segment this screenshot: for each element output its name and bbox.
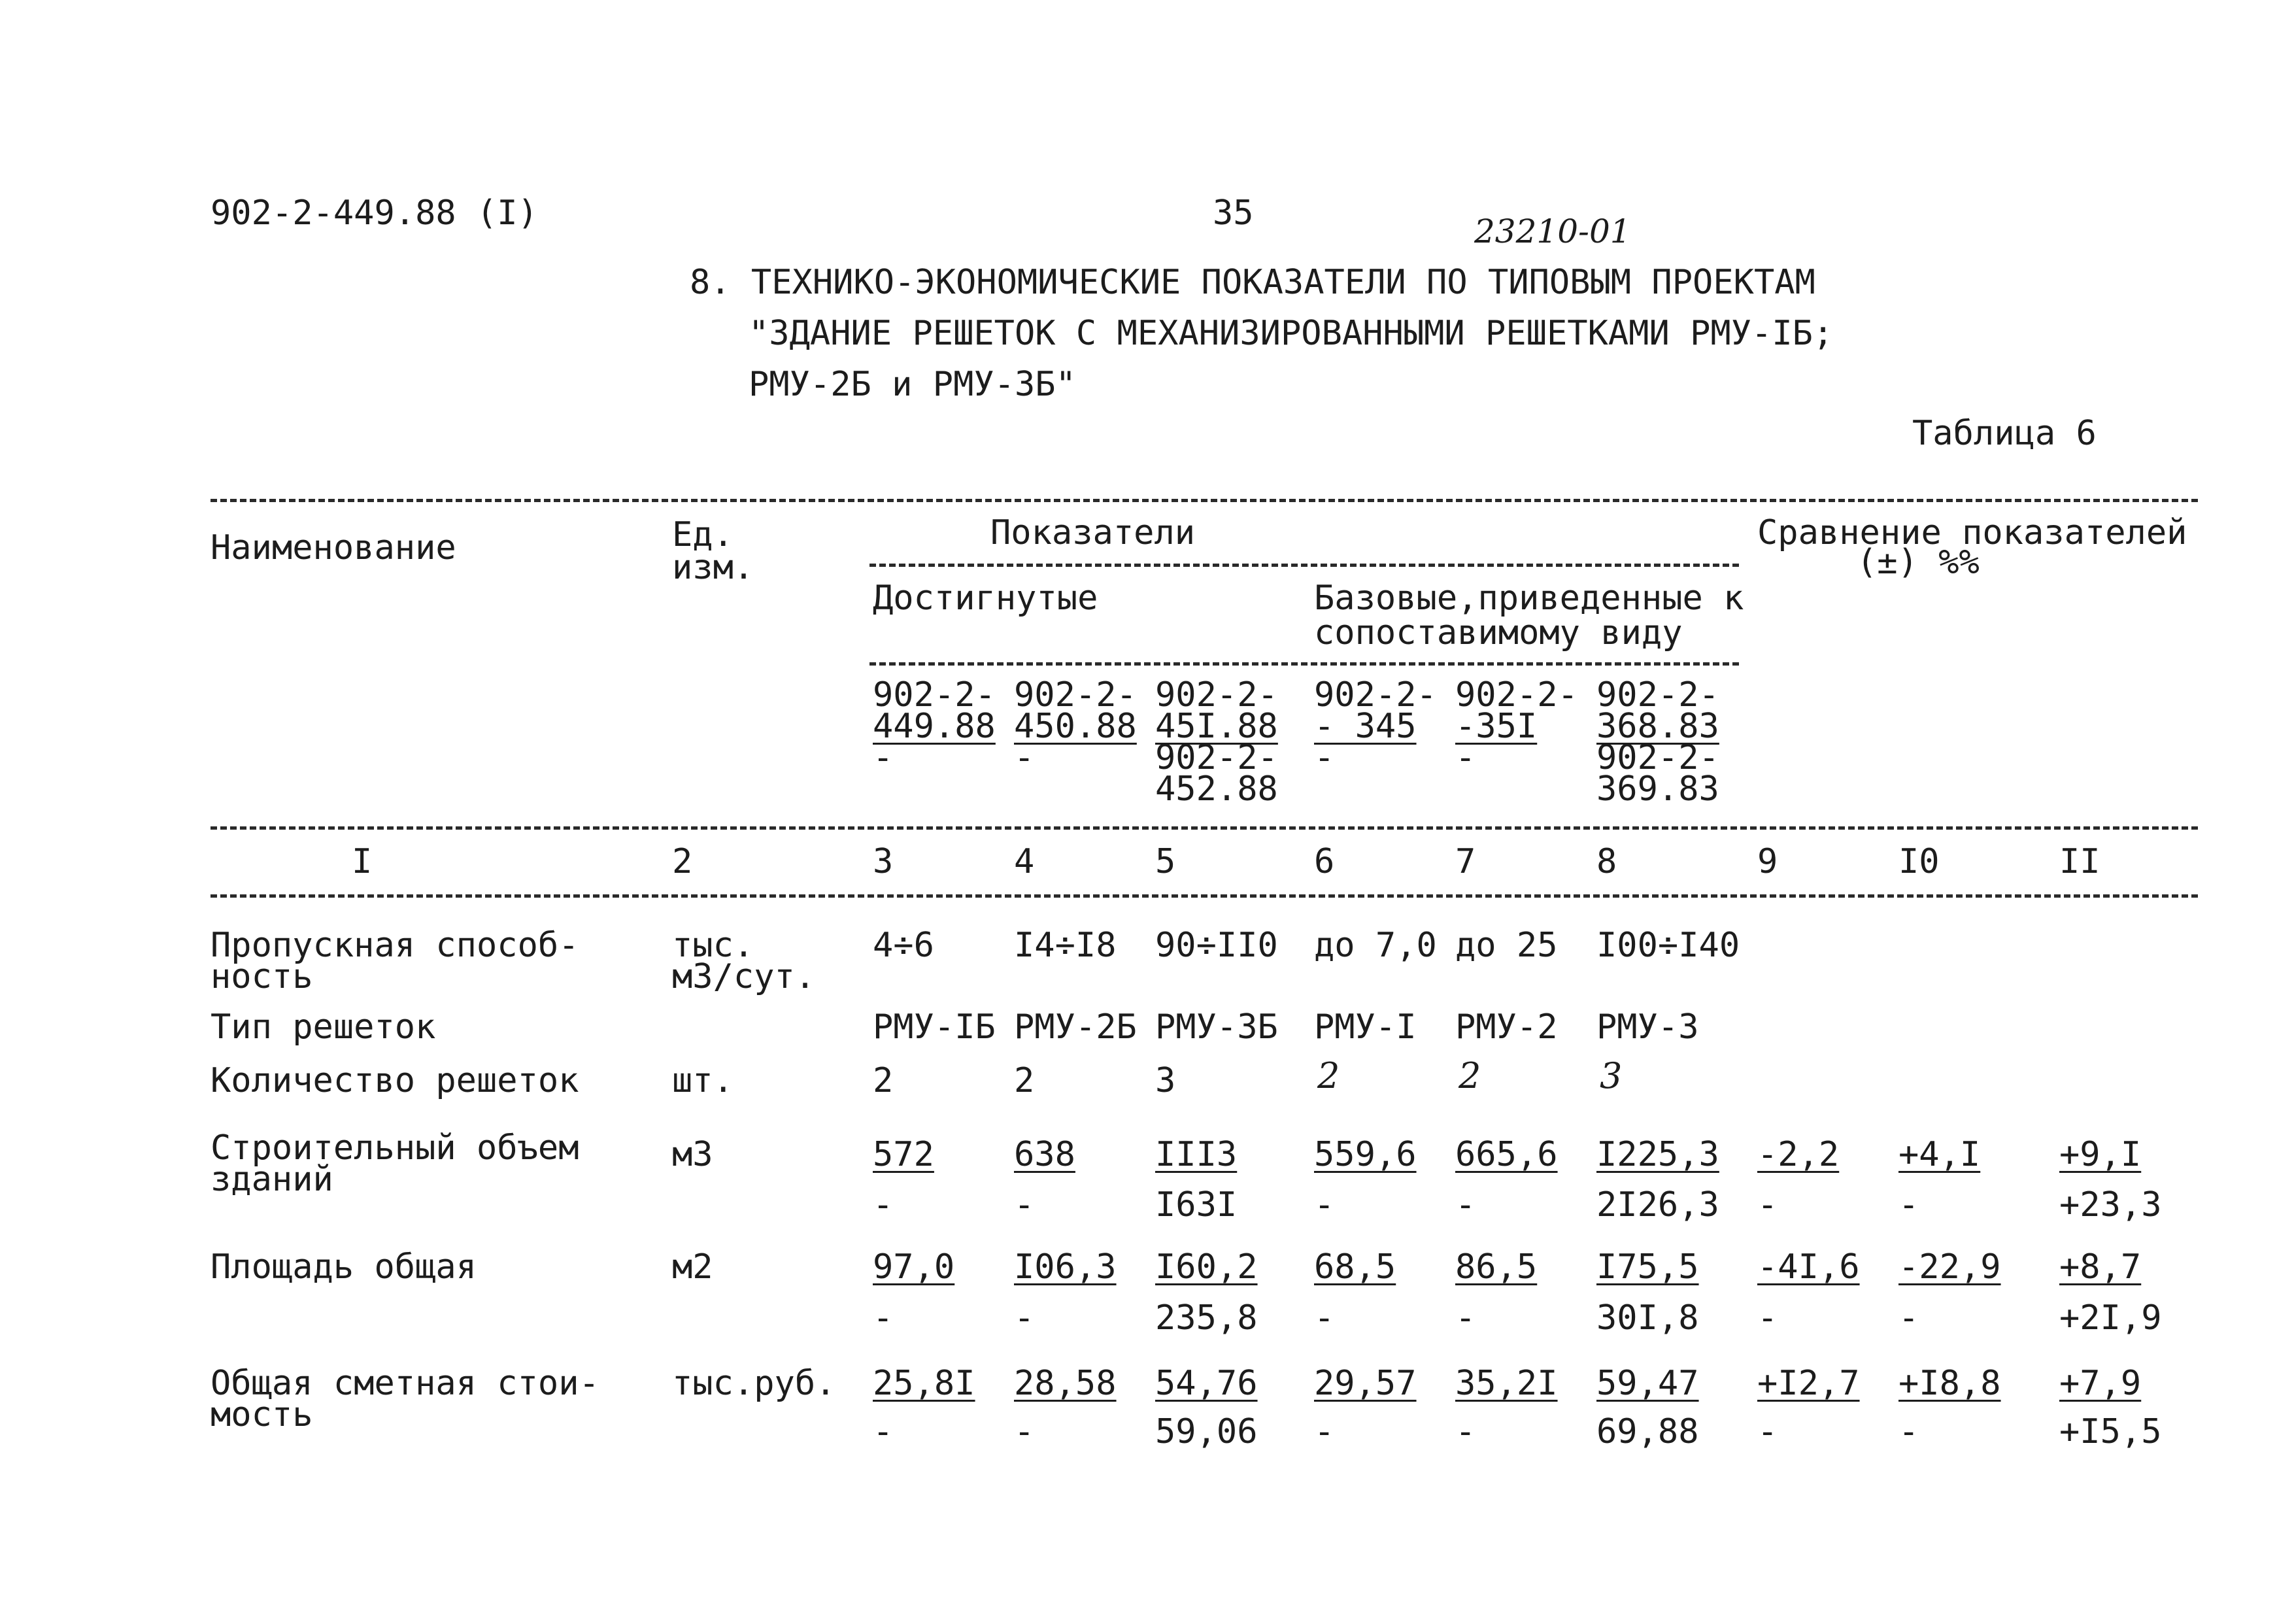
- row-cost-c8-top: 59,47: [1596, 1364, 1699, 1403]
- row-throughput-c6: до 7,0: [1314, 926, 1437, 965]
- row-area-c6-top: 68,5: [1314, 1247, 1396, 1287]
- project-code-4-l1: 902-2-: [1014, 675, 1137, 715]
- row-throughput-c4: I4÷I8: [1014, 926, 1117, 965]
- row-area-c9-top: -4I,6: [1757, 1247, 1860, 1287]
- column-header-indicators: Показатели: [990, 513, 1196, 552]
- column-number-7: 7: [1455, 842, 1476, 881]
- row-area-c8-bottom: 30I,8: [1596, 1298, 1699, 1338]
- project-code-8-l2: 368.83: [1596, 707, 1719, 746]
- row-volume-c10-bottom: -: [1898, 1185, 1919, 1225]
- column-numbers-bottom-rule: [211, 894, 2198, 898]
- row-volume-name-l1: Строительный объем: [211, 1128, 579, 1168]
- row-volume-c9-top: -2,2: [1757, 1135, 1840, 1174]
- row-area-c11-bottom: +2I,9: [2059, 1298, 2162, 1338]
- row-cost-c7-bottom: -: [1455, 1412, 1476, 1451]
- row-volume-c11-top: +9,I: [2059, 1135, 2142, 1174]
- row-volume-c4-bottom: -: [1014, 1185, 1035, 1225]
- row-throughput-c5: 90÷II0: [1155, 926, 1278, 965]
- row-volume-c3-top: 572: [873, 1135, 934, 1174]
- row-grid-count-c5: 3: [1155, 1061, 1176, 1100]
- row-volume-c5-top: III3: [1155, 1135, 1238, 1174]
- project-code-3-l3: -: [873, 738, 894, 777]
- row-grid-type-name: Тип решеток: [211, 1007, 436, 1047]
- project-code-8-l4: 369.83: [1596, 770, 1719, 809]
- column-header-base-l1: Базовые,приведенные к: [1314, 579, 1744, 618]
- project-code-6-l3: -: [1314, 738, 1335, 777]
- row-area-c5-top: I60,2: [1155, 1247, 1258, 1287]
- row-cost-c5-bottom: 59,06: [1155, 1412, 1258, 1451]
- column-header-base-l2: сопоставимому виду: [1314, 613, 1683, 652]
- project-code-8-l3: 902-2-: [1596, 738, 1719, 777]
- project-code-3-l2: 449.88: [873, 707, 996, 746]
- column-number-9: 9: [1757, 842, 1778, 881]
- row-area-c11-top: +8,7: [2059, 1247, 2142, 1287]
- row-cost-c11-top: +7,9: [2059, 1364, 2142, 1403]
- row-grid-count-unit: шт.: [672, 1061, 734, 1100]
- row-grid-type-c8: РМУ-3: [1596, 1007, 1699, 1047]
- row-cost-c3-top: 25,8I: [873, 1364, 975, 1403]
- row-cost-c10-bottom: -: [1898, 1412, 1919, 1451]
- row-grid-type-c5: РМУ-3Б: [1155, 1007, 1278, 1047]
- row-area-c3-top: 97,0: [873, 1247, 955, 1287]
- column-number-2: 2: [672, 842, 693, 881]
- column-number-5: 5: [1155, 842, 1176, 881]
- row-volume-c5-bottom: I63I: [1155, 1185, 1238, 1225]
- row-area-name: Площадь общая: [211, 1247, 477, 1287]
- column-number-8: 8: [1596, 842, 1617, 881]
- row-area-c10-bottom: -: [1898, 1298, 1919, 1338]
- page-number: 35: [1213, 194, 1254, 233]
- row-area-c7-bottom: -: [1455, 1298, 1476, 1338]
- row-area-c9-bottom: -: [1757, 1298, 1778, 1338]
- row-grid-count-c4: 2: [1014, 1061, 1035, 1100]
- column-number-3: 3: [873, 842, 894, 881]
- column-header-achieved: Достигнутые: [873, 579, 1098, 618]
- column-header-unit-l1: Ед.: [672, 515, 734, 554]
- row-cost-c6-top: 29,57: [1314, 1364, 1417, 1403]
- row-area-c6-bottom: -: [1314, 1298, 1335, 1338]
- row-area-c4-bottom: -: [1014, 1298, 1035, 1338]
- row-cost-unit: тыс.руб.: [672, 1364, 836, 1403]
- row-volume-c7-top: 665,6: [1455, 1135, 1558, 1174]
- row-cost-c4-bottom: -: [1014, 1412, 1035, 1451]
- row-cost-c11-bottom: +I5,5: [2059, 1412, 2162, 1451]
- column-header-unit-l2: изм.: [672, 548, 754, 587]
- project-code-5-l1: 902-2-: [1155, 675, 1278, 715]
- row-volume-c11-bottom: +23,3: [2059, 1185, 2162, 1225]
- row-volume-c3-bottom: -: [873, 1185, 894, 1225]
- row-volume-c8-bottom: 2I26,3: [1596, 1185, 1719, 1225]
- section-title-line-1: 8. ТЕХНИКО-ЭКОНОМИЧЕСКИЕ ПОКАЗАТЕЛИ ПО ТИПОВЫМ ПРОЕКТАМ: [690, 263, 1815, 302]
- indicators-rule: [869, 564, 1739, 567]
- project-code-7-l2: -35I: [1455, 707, 1538, 746]
- row-grid-count-c3: 2: [873, 1061, 894, 1100]
- row-area-unit: м2: [672, 1247, 713, 1287]
- section-title-line-3: РМУ-2Б и РМУ-3Б": [749, 365, 1076, 404]
- project-code-5-l3: 902-2-: [1155, 738, 1278, 777]
- project-code-5-l4: 452.88: [1155, 770, 1278, 809]
- column-number-10: I0: [1898, 842, 1940, 881]
- row-cost-c3-bottom: -: [873, 1412, 894, 1451]
- row-cost-c5-top: 54,76: [1155, 1364, 1258, 1403]
- row-throughput-unit-l1: тыс.: [672, 926, 754, 965]
- column-number-4: 4: [1014, 842, 1035, 881]
- project-code-7-l3: -: [1455, 738, 1476, 777]
- projects-rule: [869, 662, 1739, 666]
- row-cost-c9-top: +I2,7: [1757, 1364, 1860, 1403]
- row-volume-name-l2: зданий: [211, 1160, 333, 1199]
- row-cost-c8-bottom: 69,88: [1596, 1412, 1699, 1451]
- row-cost-c9-bottom: -: [1757, 1412, 1778, 1451]
- row-grid-type-c6: РМУ-I: [1314, 1007, 1417, 1047]
- row-grid-type-c7: РМУ-2: [1455, 1007, 1558, 1047]
- row-area-c5-bottom: 235,8: [1155, 1298, 1258, 1338]
- column-header-comparison-l1: Сравнение показателей: [1757, 513, 2187, 552]
- row-volume-c9-bottom: -: [1757, 1185, 1778, 1225]
- row-volume-unit: м3: [672, 1135, 713, 1174]
- row-cost-name-l1: Общая сметная стои-: [211, 1364, 599, 1403]
- handwritten-code: 23210-01: [1474, 212, 1631, 250]
- row-volume-c8-top: I225,3: [1596, 1135, 1719, 1174]
- column-number-1: I: [352, 842, 373, 881]
- row-grid-count-c6-handwritten: 2: [1317, 1055, 1340, 1096]
- row-area-c3-bottom: -: [873, 1298, 894, 1338]
- row-volume-c7-bottom: -: [1455, 1185, 1476, 1225]
- row-area-c8-top: I75,5: [1596, 1247, 1699, 1287]
- row-area-c10-top: -22,9: [1898, 1247, 2001, 1287]
- row-throughput-name-l1: Пропускная способ-: [211, 926, 579, 965]
- document-code: 902-2-449.88 (I): [211, 194, 538, 233]
- column-header-comparison-l2: (±) %%: [1857, 543, 1980, 582]
- row-grid-count-name: Количество решеток: [211, 1061, 579, 1100]
- row-throughput-c8: I00÷I40: [1596, 926, 1740, 965]
- row-throughput-c7: до 25: [1455, 926, 1558, 965]
- column-header-name: Наименование: [211, 528, 456, 567]
- row-volume-c4-top: 638: [1014, 1135, 1075, 1174]
- row-grid-type-c3: РМУ-IБ: [873, 1007, 996, 1047]
- row-cost-c6-bottom: -: [1314, 1412, 1335, 1451]
- project-code-5-l2: 45I.88: [1155, 707, 1278, 746]
- row-grid-count-c8-handwritten: 3: [1600, 1055, 1623, 1096]
- column-number-6: 6: [1314, 842, 1335, 881]
- project-code-6-l2: - 345: [1314, 707, 1417, 746]
- row-grid-type-c4: РМУ-2Б: [1014, 1007, 1137, 1047]
- row-throughput-unit-l2: м3/сут.: [672, 957, 816, 996]
- row-volume-c6-top: 559,6: [1314, 1135, 1417, 1174]
- table-top-rule: [211, 499, 2198, 502]
- project-code-8-l1: 902-2-: [1596, 675, 1719, 715]
- column-numbers-top-rule: [211, 826, 2198, 830]
- project-code-4-l2: 450.88: [1014, 707, 1137, 746]
- project-code-4-l3: -: [1014, 738, 1035, 777]
- row-volume-c10-top: +4,I: [1898, 1135, 1981, 1174]
- row-area-c7-top: 86,5: [1455, 1247, 1538, 1287]
- project-code-6-l1: 902-2-: [1314, 675, 1437, 715]
- row-grid-count-c7-handwritten: 2: [1459, 1055, 1481, 1096]
- row-cost-c4-top: 28,58: [1014, 1364, 1117, 1403]
- row-cost-c7-top: 35,2I: [1455, 1364, 1558, 1403]
- table-label: Таблица 6: [1912, 414, 2097, 453]
- row-throughput-name-l2: ность: [211, 957, 313, 996]
- column-number-11: II: [2059, 842, 2100, 881]
- project-code-7-l1: 902-2-: [1455, 675, 1578, 715]
- row-volume-c6-bottom: -: [1314, 1185, 1335, 1225]
- section-title-line-2: "ЗДАНИЕ РЕШЕТОК С МЕХАНИЗИРОВАННЫМИ РЕШЕТКАМИ РМУ-IБ;: [749, 314, 1834, 353]
- row-cost-c10-top: +I8,8: [1898, 1364, 2001, 1403]
- row-cost-name-l2: мость: [211, 1395, 313, 1434]
- row-throughput-c3: 4÷6: [873, 926, 934, 965]
- row-area-c4-top: I06,3: [1014, 1247, 1117, 1287]
- project-code-3-l1: 902-2-: [873, 675, 996, 715]
